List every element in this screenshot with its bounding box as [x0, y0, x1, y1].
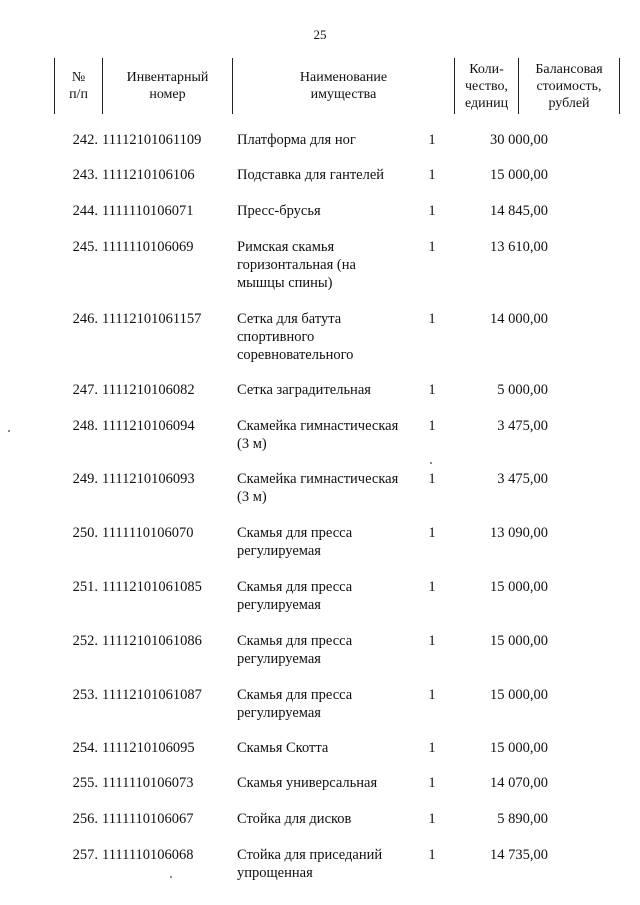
row-number: 254. [72, 740, 98, 756]
row-number: 249. [72, 471, 98, 487]
quantity: 1 [428, 525, 436, 541]
balance-value: 15 000,00 [490, 740, 548, 756]
item-name: Скамья универсальная [237, 775, 378, 791]
item-name: Платформа для ног [237, 132, 356, 148]
header-col-number-label: № п/п [69, 70, 88, 102]
inventory-number: 1111110106068 [102, 847, 194, 863]
balance-value: 3 475,00 [497, 471, 548, 487]
quantity: 1 [428, 579, 436, 595]
quantity: 1 [428, 687, 436, 703]
quantity: 1 [428, 203, 436, 219]
item-name: Стойка для дисков [237, 811, 352, 827]
inventory-number: 11112101061109 [102, 132, 202, 148]
inventory-number: 11112101061086 [102, 633, 202, 649]
inventory-number: 1111110106073 [102, 775, 194, 791]
item-name: Сетка заградительная [237, 382, 371, 398]
scan-speck [8, 430, 10, 432]
item-name: Пресс-брусья [237, 203, 321, 219]
balance-value: 13 610,00 [490, 239, 548, 255]
inventory-number: 11112101061157 [102, 311, 202, 327]
inventory-number: 1111110106067 [102, 811, 194, 827]
balance-value: 5 000,00 [497, 382, 548, 398]
row-number: 256. [72, 811, 98, 827]
item-name: Скамья для пресса регулируемая [237, 579, 353, 613]
item-name: Стойка для приседаний упрощенная [237, 847, 383, 881]
quantity: 1 [428, 311, 436, 327]
inventory-number: 1111110106070 [102, 525, 194, 541]
row-number: 247. [72, 382, 98, 398]
row-number: 255. [72, 775, 98, 791]
item-name: Скамейка гимнастическая (3 м) [237, 471, 399, 505]
header-col-value-label: Балансовая стоимость, рублей [535, 61, 603, 111]
balance-value: 15 000,00 [490, 167, 548, 183]
item-name: Римская скамья горизонтальная (на мышцы спины) [237, 239, 356, 291]
quantity: 1 [428, 847, 436, 863]
balance-value: 14 735,00 [490, 847, 548, 863]
inventory-number: 1111110106071 [102, 203, 194, 219]
inventory-number: 1111210106082 [102, 382, 195, 398]
row-number: 251. [72, 579, 98, 595]
quantity: 1 [428, 775, 436, 791]
quantity: 1 [428, 740, 436, 756]
row-number: 253. [72, 687, 98, 703]
header-col-inventory [102, 58, 232, 114]
row-number: 244. [72, 203, 98, 219]
balance-value: 15 000,00 [490, 579, 548, 595]
inventory-number: 11112101061085 [102, 579, 202, 595]
quantity: 1 [428, 418, 436, 434]
row-number: 243. [72, 167, 98, 183]
row-number: 246. [72, 311, 98, 327]
header-col-quantity-label: Коли- чество, единиц [464, 61, 509, 111]
header-col-number [54, 58, 102, 114]
scan-speck [430, 462, 432, 464]
quantity: 1 [428, 811, 436, 827]
balance-value: 15 000,00 [490, 633, 548, 649]
balance-value: 14 070,00 [490, 775, 548, 791]
inventory-number: 1111210106095 [102, 740, 195, 756]
header-col-name [232, 58, 454, 114]
page-number: 25 [313, 27, 327, 42]
scan-speck [170, 876, 172, 878]
inventory-number: 1111110106069 [102, 239, 194, 255]
balance-value: 14 845,00 [490, 203, 548, 219]
balance-value: 30 000,00 [490, 132, 548, 148]
row-number: 257. [72, 847, 98, 863]
item-name: Скамейка гимнастическая (3 м) [237, 418, 399, 452]
balance-value: 15 000,00 [490, 687, 548, 703]
row-number: 242. [72, 132, 98, 148]
balance-value: 13 090,00 [490, 525, 548, 541]
quantity: 1 [428, 382, 436, 398]
inventory-number: 11112101061087 [102, 687, 202, 703]
balance-value: 14 000,00 [490, 311, 548, 327]
inventory-number: 1111210106094 [102, 418, 195, 434]
row-number: 245. [72, 239, 98, 255]
header-col-name-label: Наименование имущества [299, 70, 388, 102]
quantity: 1 [428, 633, 436, 649]
balance-value: 3 475,00 [497, 418, 548, 434]
balance-value: 5 890,00 [497, 811, 548, 827]
header-col-inventory-label: Инвентарный номер [126, 70, 209, 102]
quantity: 1 [428, 239, 436, 255]
inventory-number: 1111210106106 [102, 167, 195, 183]
item-name: Скамья для пресса регулируемая [237, 687, 353, 721]
quantity: 1 [428, 167, 436, 183]
item-name: Скамья для пресса регулируемая [237, 633, 353, 667]
header-col-value [518, 58, 620, 114]
row-number: 250. [72, 525, 98, 541]
item-name: Скамья для пресса регулируемая [237, 525, 353, 559]
row-number: 248. [72, 418, 98, 434]
item-name: Скамья Скотта [237, 740, 329, 756]
row-number: 252. [72, 633, 98, 649]
header-col-quantity [454, 58, 518, 114]
quantity: 1 [428, 132, 436, 148]
quantity: 1 [428, 471, 436, 487]
item-name: Подставка для гантелей [237, 167, 385, 183]
inventory-number: 1111210106093 [102, 471, 195, 487]
item-name: Сетка для батута спортивного соревновательного [237, 311, 354, 363]
